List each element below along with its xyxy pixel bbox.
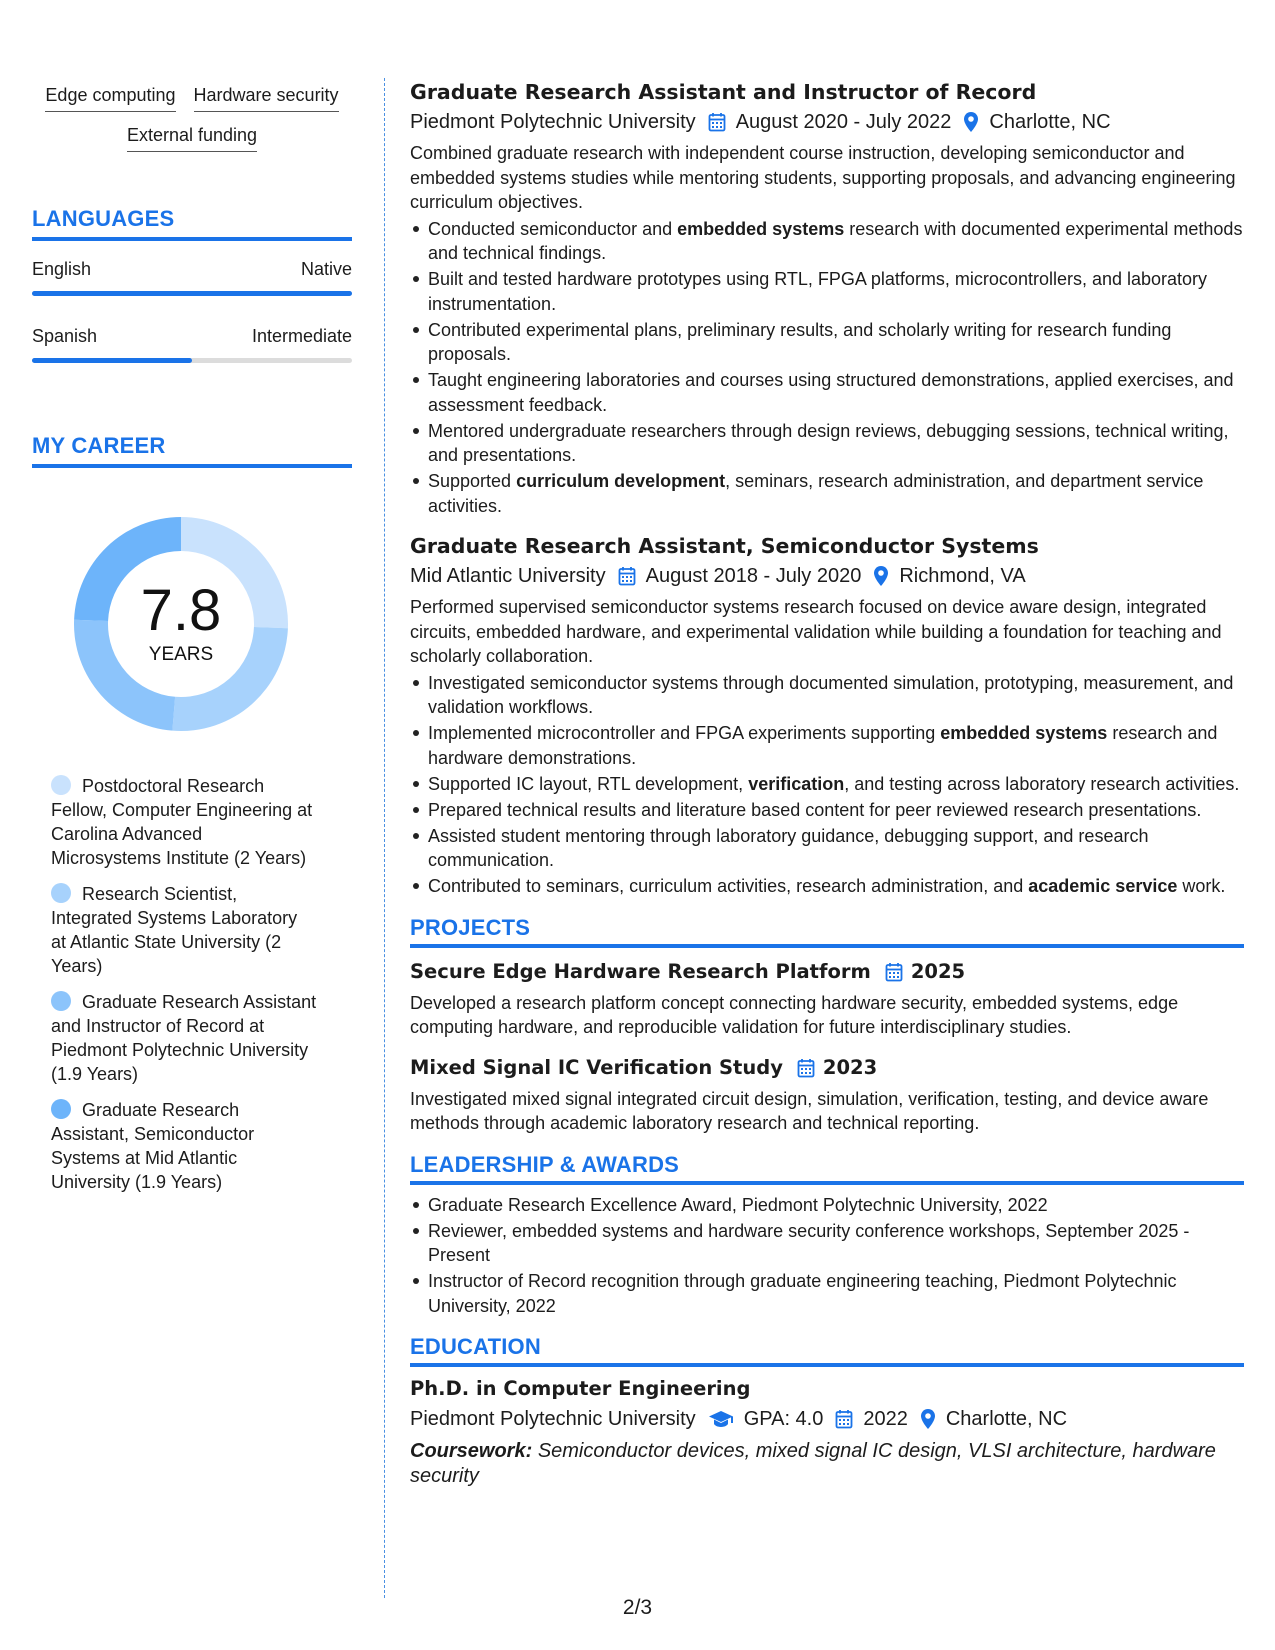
career-legend-item: Postdoctoral Research Fellow, Computer Engineering at Carolina Advanced Microsystems Institute (2 Years) [51, 776, 313, 868]
skill-tag: Edge computing [45, 84, 175, 112]
award-item: Reviewer, embedded systems and hardware security conference workshops, September 2025 - Present [410, 1219, 1244, 1268]
project-year: 2023 [822, 1055, 878, 1079]
school-name: Piedmont Polytechnic University [410, 1408, 696, 1430]
gpa: GPA: 4.0 [743, 1408, 824, 1430]
language-bar-fill [32, 291, 352, 296]
calendar-icon [618, 566, 636, 586]
project-entry [410, 1054, 1244, 1136]
projects-heading: PROJECTS [410, 915, 1244, 948]
career-legend-item: Graduate Research Assistant and Instructor of Record at Piedmont Polytechnic University (1.9 Years) [51, 992, 317, 1084]
project-description: Developed a research platform concept connecting hardware security, embedded systems, edge computing hardware, and reproducible validation for future interdisciplinary studies. [410, 992, 1179, 1037]
project-description: Investigated mixed signal integrated circuit design, simulation, verification, testing, and device aware methods through academic laboratory research and technical reporting. [410, 1088, 1209, 1133]
project-entry [410, 958, 1244, 1040]
job-bullet: Mentored undergraduate researchers through design reviews, debugging sessions, technical writing, and presentations. [410, 419, 1244, 468]
career-legend [32, 774, 317, 1194]
language-bar [32, 291, 352, 296]
experience-entry [410, 532, 1244, 899]
calendar-icon [708, 112, 726, 132]
job-bullet: Contributed experimental plans, preliminary results, and scholarly writing for research funding proposals. [410, 318, 1244, 367]
job-meta [410, 108, 1244, 136]
main-column [410, 78, 1244, 1488]
job-location: Charlotte, NC [989, 111, 1111, 133]
employer: Piedmont Polytechnic University [410, 111, 696, 133]
degree-title: Ph.D. in Computer Engineering [410, 1377, 751, 1400]
column-divider [384, 78, 385, 1598]
language-english [32, 257, 352, 296]
job-bullet: Implemented microcontroller and FPGA experiments supporting embedded systems research and hardware demonstrations. [410, 721, 1244, 770]
page-number: 2/3 [622, 1596, 653, 1619]
map-pin-icon [873, 565, 889, 587]
language-bar [32, 358, 352, 363]
job-bullets [410, 671, 1244, 899]
education-heading: EDUCATION [410, 1334, 1244, 1367]
career-heading: MY CAREER [32, 433, 352, 468]
career-total-unit: YEARS [148, 644, 214, 665]
experience-entry [410, 78, 1244, 518]
job-summary: Combined graduate research with independent course instruction, developing semiconductor and embedded systems studies while mentoring students, supporting proposals, and advancing engineering curriculum objectives. [410, 143, 1236, 212]
award-item: Graduate Research Excellence Award, Piedmont Polytechnic University, 2022 [410, 1193, 1244, 1218]
awards-list [410, 1193, 1244, 1319]
job-bullet: Contributed to seminars, curriculum activities, research administration, and academic service work. [410, 874, 1244, 899]
career-legend-item: Research Scientist, Integrated Systems Laboratory at Atlantic State University (2 Years) [51, 884, 298, 976]
coursework-text: Semiconductor devices, mixed signal IC design, VLSI architecture, hardware security [410, 1440, 1216, 1487]
education-meta [410, 1405, 1244, 1433]
job-dates: August 2018 - July 2020 [645, 565, 862, 587]
language-level: Native [300, 259, 352, 279]
job-bullet: Taught engineering laboratories and courses using structured demonstrations, applied exercises, and assessment feedback. [410, 368, 1244, 417]
education-location: Charlotte, NC [945, 1408, 1068, 1430]
job-meta [410, 562, 1244, 590]
career-donut-chart [65, 508, 297, 740]
skill-tag: External funding [127, 124, 257, 152]
skill-tags [32, 84, 352, 152]
job-title: Graduate Research Assistant, Semiconductor Systems [410, 534, 1039, 558]
legend-dot [51, 775, 71, 795]
legend-dot [51, 883, 71, 903]
employer: Mid Atlantic University [410, 565, 606, 587]
legend-dot [51, 991, 71, 1011]
language-level: Intermediate [251, 326, 352, 346]
job-location: Richmond, VA [899, 565, 1026, 587]
job-dates: August 2020 - July 2022 [735, 111, 952, 133]
job-bullet: Supported curriculum development, seminars, research administration, and department service activities. [410, 469, 1244, 518]
calendar-icon [835, 1409, 853, 1429]
skill-tag: Hardware security [194, 84, 339, 112]
language-bar-fill [32, 358, 192, 363]
calendar-icon [797, 1058, 815, 1078]
career-total-years: 7.8 [140, 578, 222, 643]
project-title: Secure Edge Hardware Research Platform [410, 959, 871, 983]
job-bullet: Assisted student mentoring through laboratory guidance, debugging support, and research communication. [410, 824, 1244, 873]
job-title: Graduate Research Assistant and Instructor of Record [410, 80, 1037, 104]
coursework [410, 1439, 1244, 1488]
sidebar [32, 84, 352, 1206]
calendar-icon [885, 962, 903, 982]
job-bullets [410, 217, 1244, 519]
job-bullet: Investigated semiconductor systems through documented simulation, prototyping, measurement, and validation workflows. [410, 671, 1244, 720]
graduation-cap-icon [708, 1410, 734, 1428]
map-pin-icon [920, 1408, 936, 1430]
job-bullet: Built and tested hardware prototypes using RTL, FPGA platforms, microcontrollers, and laboratory instrumentation. [410, 267, 1244, 316]
job-bullet: Supported IC layout, RTL development, verification, and testing across laboratory research activities. [410, 772, 1244, 797]
language-spanish [32, 324, 352, 363]
map-pin-icon [963, 111, 979, 133]
language-name: Spanish [32, 326, 98, 346]
coursework-label: Coursework: [410, 1440, 533, 1462]
awards-heading: LEADERSHIP & AWARDS [410, 1152, 1244, 1185]
job-bullet: Prepared technical results and literature based content for peer reviewed research presentations. [410, 798, 1244, 823]
job-summary: Performed supervised semiconductor systems research focused on device aware design, integrated circuits, embedded hardware, and experimental validation while building a foundation for teaching and scholarly collaboration. [410, 597, 1222, 666]
project-year: 2025 [910, 959, 966, 983]
legend-dot [51, 1099, 71, 1119]
career-legend-item: Graduate Research Assistant, Semiconductor Systems at Mid Atlantic University (1.9 Years) [51, 1100, 255, 1192]
project-title: Mixed Signal IC Verification Study [410, 1055, 783, 1079]
language-name: English [32, 259, 92, 279]
job-bullet: Conducted semiconductor and embedded systems research with documented experimental methods and technical findings. [410, 217, 1244, 266]
graduation-year: 2022 [863, 1408, 908, 1430]
award-item: Instructor of Record recognition through graduate engineering teaching, Piedmont Polytechnic University, 2022 [410, 1269, 1244, 1318]
languages-heading: LANGUAGES [32, 206, 352, 241]
